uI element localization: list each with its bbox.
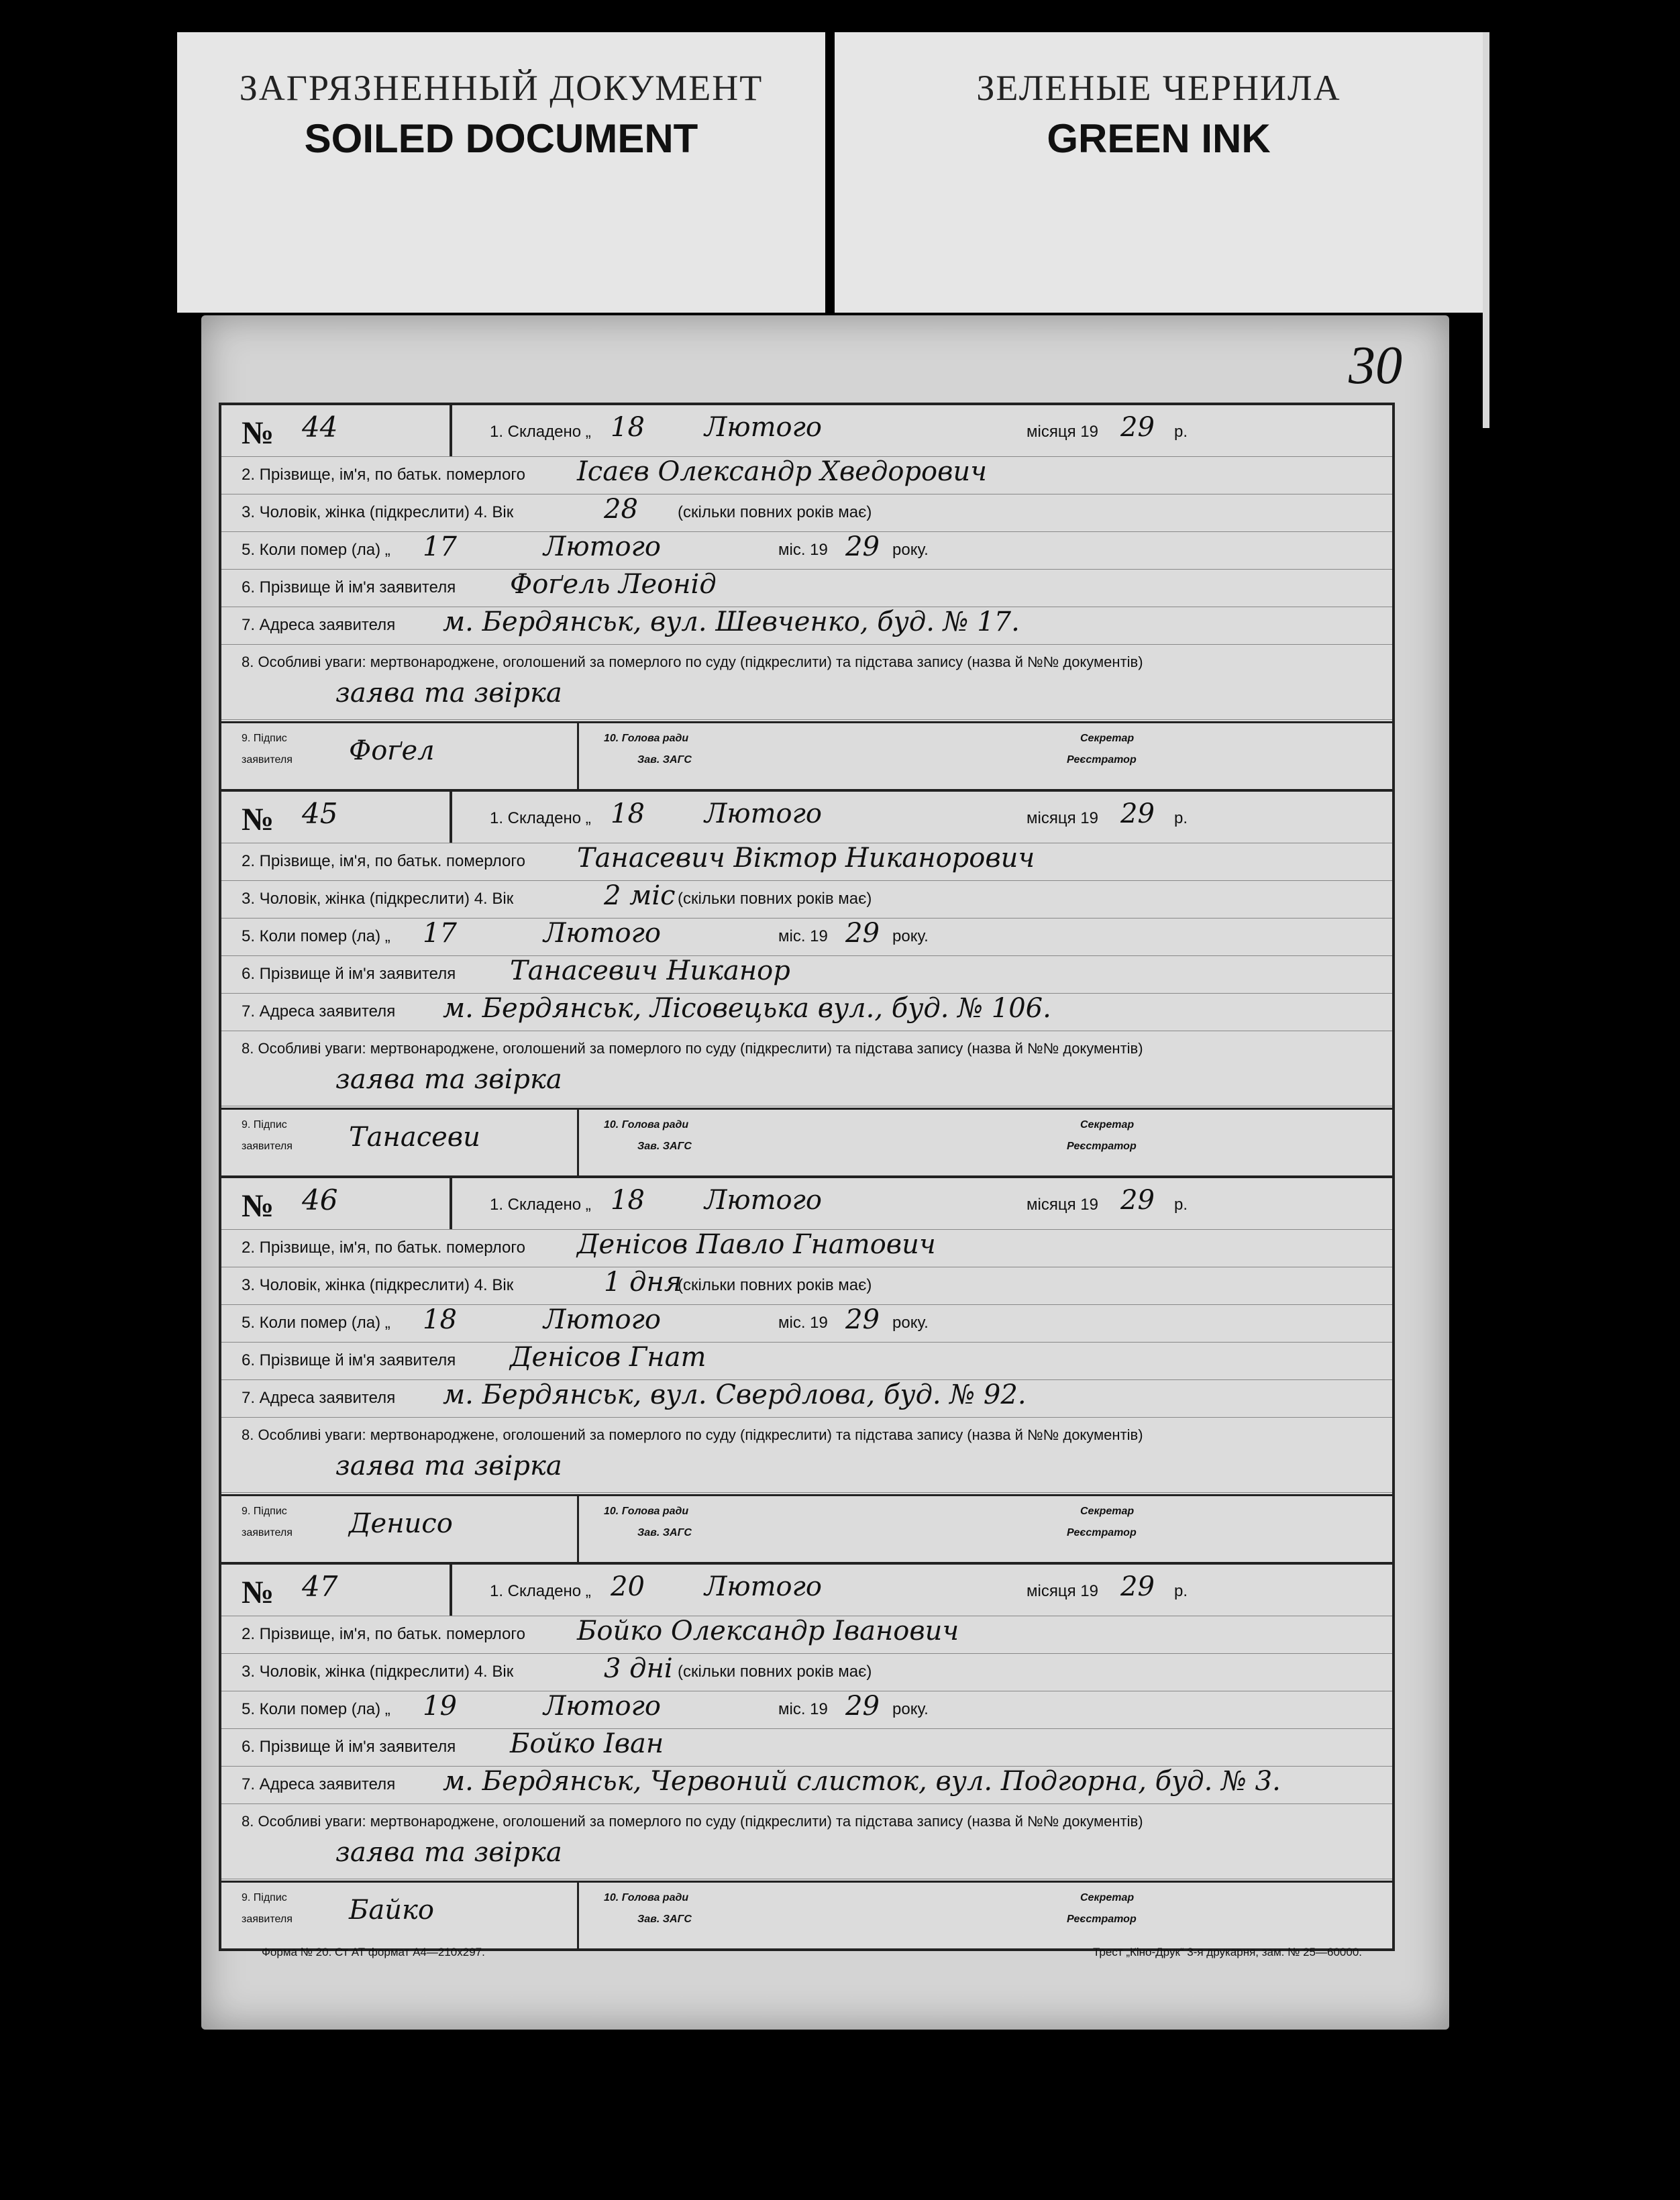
signature-label-1: 9. Підпис	[242, 1506, 287, 1517]
year-suffix: р.	[1174, 809, 1188, 827]
death-year-label: міс. 19	[778, 927, 828, 945]
death-register-page	[201, 315, 1449, 2030]
secretary-label: Секретар	[1080, 1506, 1135, 1517]
compiled-day: 18	[611, 1185, 645, 1216]
signature-label-1: 9. Підпис	[242, 1119, 287, 1131]
compiled-year: 29	[1120, 1185, 1155, 1216]
entry-number: 45	[302, 797, 338, 830]
row-death-date	[221, 1304, 1392, 1343]
secretary-label: Секретар	[1080, 1119, 1135, 1131]
compiled-label: 1. Складено „	[490, 809, 591, 827]
row-applicant	[221, 1728, 1392, 1767]
notes-value: заява та звірка	[335, 1837, 562, 1868]
entry-number: 46	[302, 1184, 338, 1216]
compiled-day: 18	[611, 412, 645, 443]
footer-form-info: Форма № 20. Ст АТ формат А4—210х297.	[262, 1946, 485, 1958]
name-label: 2. Прізвище, ім'я, по батьк. померлого	[242, 852, 525, 870]
compiled-day: 20	[611, 1571, 645, 1602]
page-number: 30	[1349, 336, 1402, 395]
notes-label: 8. Особливі уваги: мертвонароджене, оголошений за померлого по суду (підкреслити) та підстава запису (назва й №№ документів)	[242, 653, 1143, 670]
month-year-label: місяця 19	[1027, 809, 1098, 827]
head-of-council-label: 10. Голова ради	[604, 1506, 689, 1517]
applicant-label: 6. Прізвище й ім'я заявителя	[242, 1738, 456, 1756]
death-year: 29	[845, 1304, 880, 1335]
row-signatures	[221, 1881, 1392, 1948]
head-of-council-label: 10. Голова ради	[604, 1892, 689, 1903]
address-label: 7. Адреса заявителя	[242, 1775, 396, 1793]
registrar-label: Реєстратор	[1067, 754, 1137, 766]
deceased-name: Танасевич Віктор Никанорович	[577, 843, 1035, 874]
applicant-signature: Танасеви	[349, 1122, 480, 1153]
compiled-month: Лютого	[704, 412, 822, 443]
registry-head-label: Зав. ЗАГС	[637, 1527, 692, 1538]
green-ink-label	[835, 32, 1483, 313]
applicant-name: Денісов Гнат	[510, 1342, 706, 1373]
death-month: Лютого	[543, 918, 661, 949]
address-label: 7. Адреса заявителя	[242, 616, 396, 634]
notes-value: заява та звірка	[335, 1451, 562, 1481]
death-year-suffix: року.	[892, 1700, 929, 1718]
register-form	[219, 403, 1395, 1951]
death-day: 17	[423, 918, 457, 949]
signature-label-2: заявителя	[242, 1914, 293, 1925]
secretary-label: Секретар	[1080, 733, 1135, 744]
gender-age-label: 3. Чоловік, жінка (підкреслити) 4. Вік	[242, 1663, 514, 1681]
row-gender-age	[221, 880, 1392, 919]
applicant-label: 6. Прізвище й ім'я заявителя	[242, 965, 456, 983]
compiled-month: Лютого	[704, 1185, 822, 1216]
row-gender-age	[221, 1653, 1392, 1691]
year-suffix: р.	[1174, 1582, 1188, 1600]
signature-label-2: заявителя	[242, 1527, 293, 1538]
row-name	[221, 1616, 1392, 1654]
age-value: 1 дня	[604, 1267, 682, 1298]
soiled-document-label	[177, 32, 825, 313]
signature-label-1: 9. Підпис	[242, 733, 287, 744]
death-year-label: міс. 19	[778, 1314, 828, 1332]
name-label: 2. Прізвище, ім'я, по батьк. померлого	[242, 466, 525, 484]
applicant-address: м. Бердянськ, Червоний слисток, вул. Подгорна, буд. № 3.	[443, 1766, 1281, 1797]
row-notes	[221, 1031, 1392, 1106]
deceased-name: Ісаєв Олександр Хведорович	[577, 456, 988, 487]
compiled-label: 1. Складено „	[490, 1582, 591, 1600]
green-ink-ru: ЗЕЛЕНЫЕ ЧЕРНИЛА	[976, 68, 1341, 108]
notes-label: 8. Особливі уваги: мертвонароджене, оголошений за померлого по суду (підкреслити) та підстава запису (назва й №№ документів)	[242, 1426, 1143, 1443]
number-sign: №	[242, 1188, 274, 1224]
row-compiled	[221, 1565, 1392, 1616]
month-year-label: місяця 19	[1027, 1582, 1098, 1600]
gender-age-label: 3. Чоловік, жінка (підкреслити) 4. Вік	[242, 890, 514, 908]
row-name	[221, 1229, 1392, 1267]
notes-label: 8. Особливі уваги: мертвонароджене, оголошений за померлого по суду (підкреслити) та підстава запису (назва й №№ документів)	[242, 1813, 1143, 1830]
row-notes	[221, 1417, 1392, 1493]
death-month: Лютого	[543, 1304, 661, 1335]
deceased-name: Денісов Павло Гнатович	[577, 1229, 936, 1260]
deceased-name: Бойко Олександр Іванович	[577, 1616, 959, 1646]
signature-divider	[577, 1883, 579, 1948]
death-month: Лютого	[543, 531, 661, 562]
row-address	[221, 1379, 1392, 1418]
applicant-address: м. Бердянськ, вул. Свердлова, буд. № 92.	[443, 1379, 1027, 1410]
entry-number: 44	[302, 411, 338, 443]
compiled-year: 29	[1120, 798, 1155, 829]
death-year: 29	[845, 531, 880, 562]
entry-number-box	[221, 405, 452, 456]
age-note: (скільки повних років має)	[678, 1663, 872, 1681]
register-entry	[221, 792, 1392, 1178]
death-year-label: міс. 19	[778, 1700, 828, 1718]
death-year: 29	[845, 1691, 880, 1722]
death-date-label: 5. Коли помер (ла) „	[242, 927, 390, 945]
row-death-date	[221, 531, 1392, 570]
gender-age-label: 3. Чоловік, жінка (підкреслити) 4. Вік	[242, 1276, 514, 1294]
row-compiled	[221, 1178, 1392, 1230]
applicant-label: 6. Прізвище й ім'я заявителя	[242, 1351, 456, 1369]
death-month: Лютого	[543, 1691, 661, 1722]
secretary-label: Секретар	[1080, 1892, 1135, 1903]
soiled-document-ru: ЗАГРЯЗНЕННЫЙ ДОКУМЕНТ	[239, 68, 764, 108]
death-date-label: 5. Коли помер (ла) „	[242, 1314, 390, 1332]
month-year-label: місяця 19	[1027, 423, 1098, 441]
row-address	[221, 607, 1392, 645]
applicant-signature: Байко	[349, 1895, 434, 1926]
age-note: (скільки повних років має)	[678, 890, 872, 908]
register-entry	[221, 1565, 1392, 1948]
paper-edge	[1483, 32, 1489, 428]
death-year: 29	[845, 918, 880, 949]
head-of-council-label: 10. Голова ради	[604, 733, 689, 744]
death-day: 17	[423, 531, 457, 562]
head-of-council-label: 10. Голова ради	[604, 1119, 689, 1131]
age-note: (скільки повних років має)	[678, 503, 872, 521]
footer-printer-info: Трест „Кіно-Друк“ 3-я друкарня, зам. № 25—60000.	[1092, 1946, 1362, 1958]
gender-age-label: 3. Чоловік, жінка (підкреслити) 4. Вік	[242, 503, 514, 521]
register-entry	[221, 1178, 1392, 1565]
registry-head-label: Зав. ЗАГС	[637, 754, 692, 766]
row-applicant	[221, 569, 1392, 607]
row-name	[221, 843, 1392, 881]
name-label: 2. Прізвище, ім'я, по батьк. померлого	[242, 1625, 525, 1643]
applicant-address: м. Бердянськ, Лісовецька вул., буд. № 106.	[443, 993, 1051, 1024]
signature-label-1: 9. Підпис	[242, 1892, 287, 1903]
month-year-label: місяця 19	[1027, 1196, 1098, 1214]
entry-number-box	[221, 1178, 452, 1229]
row-address	[221, 1766, 1392, 1804]
entry-number-box	[221, 1565, 452, 1616]
row-applicant	[221, 955, 1392, 994]
death-year-label: міс. 19	[778, 541, 828, 559]
row-death-date	[221, 1691, 1392, 1729]
row-address	[221, 993, 1392, 1031]
row-notes	[221, 1803, 1392, 1879]
signature-divider	[577, 1110, 579, 1175]
row-notes	[221, 644, 1392, 720]
soiled-document-en: SOILED DOCUMENT	[304, 116, 698, 161]
signature-divider	[577, 1496, 579, 1562]
applicant-signature: Денисо	[349, 1508, 453, 1539]
row-compiled	[221, 405, 1392, 457]
death-day: 19	[423, 1691, 457, 1722]
compiled-month: Лютого	[704, 1571, 822, 1602]
signature-divider	[577, 723, 579, 789]
name-label: 2. Прізвище, ім'я, по батьк. померлого	[242, 1239, 525, 1257]
applicant-signature: Фоґел	[349, 735, 435, 766]
entry-number: 47	[302, 1570, 338, 1603]
death-year-suffix: року.	[892, 1314, 929, 1332]
death-date-label: 5. Коли помер (ла) „	[242, 1700, 390, 1718]
death-date-label: 5. Коли помер (ла) „	[242, 541, 390, 559]
registry-head-label: Зав. ЗАГС	[637, 1914, 692, 1925]
row-gender-age	[221, 494, 1392, 532]
row-signatures	[221, 721, 1392, 789]
death-day: 18	[423, 1304, 457, 1335]
applicant-label: 6. Прізвище й ім'я заявителя	[242, 578, 456, 596]
entry-number-box	[221, 792, 452, 843]
applicant-address: м. Бердянськ, вул. Шевченко, буд. № 17.	[443, 607, 1020, 637]
registrar-label: Реєстратор	[1067, 1141, 1137, 1152]
year-suffix: р.	[1174, 1196, 1188, 1214]
applicant-name: Фоґель Леонід	[510, 569, 717, 600]
compiled-day: 18	[611, 798, 645, 829]
row-applicant	[221, 1342, 1392, 1380]
row-signatures	[221, 1108, 1392, 1175]
applicant-name: Танасевич Никанор	[510, 955, 790, 986]
number-sign: №	[242, 802, 274, 837]
row-signatures	[221, 1494, 1392, 1562]
death-year-suffix: року.	[892, 927, 929, 945]
age-note: (скільки повних років має)	[678, 1276, 872, 1294]
registrar-label: Реєстратор	[1067, 1914, 1137, 1925]
address-label: 7. Адреса заявителя	[242, 1389, 396, 1407]
applicant-name: Бойко Іван	[510, 1728, 664, 1759]
age-value: 3 дні	[604, 1653, 673, 1684]
registry-head-label: Зав. ЗАГС	[637, 1141, 692, 1152]
notes-value: заява та звірка	[335, 1064, 562, 1095]
signature-label-2: заявителя	[242, 754, 293, 766]
row-compiled	[221, 792, 1392, 843]
green-ink-en: GREEN INK	[1047, 116, 1271, 161]
row-name	[221, 456, 1392, 494]
notes-label: 8. Особливі уваги: мертвонароджене, оголошений за померлого по суду (підкреслити) та підстава запису (назва й №№ документів)	[242, 1040, 1143, 1057]
year-suffix: р.	[1174, 423, 1188, 441]
number-sign: №	[242, 1575, 274, 1610]
row-death-date	[221, 918, 1392, 956]
register-entry	[221, 405, 1392, 792]
compiled-year: 29	[1120, 412, 1155, 443]
registrar-label: Реєстратор	[1067, 1527, 1137, 1538]
compiled-year: 29	[1120, 1571, 1155, 1602]
row-gender-age	[221, 1267, 1392, 1305]
age-value: 2 міс	[604, 880, 676, 911]
compiled-month: Лютого	[704, 798, 822, 829]
address-label: 7. Адреса заявителя	[242, 1002, 396, 1020]
death-year-suffix: року.	[892, 541, 929, 559]
compiled-label: 1. Складено „	[490, 1196, 591, 1214]
signature-label-2: заявителя	[242, 1141, 293, 1152]
age-value: 28	[604, 494, 638, 525]
number-sign: №	[242, 415, 274, 451]
compiled-label: 1. Складено „	[490, 423, 591, 441]
notes-value: заява та звірка	[335, 678, 562, 709]
